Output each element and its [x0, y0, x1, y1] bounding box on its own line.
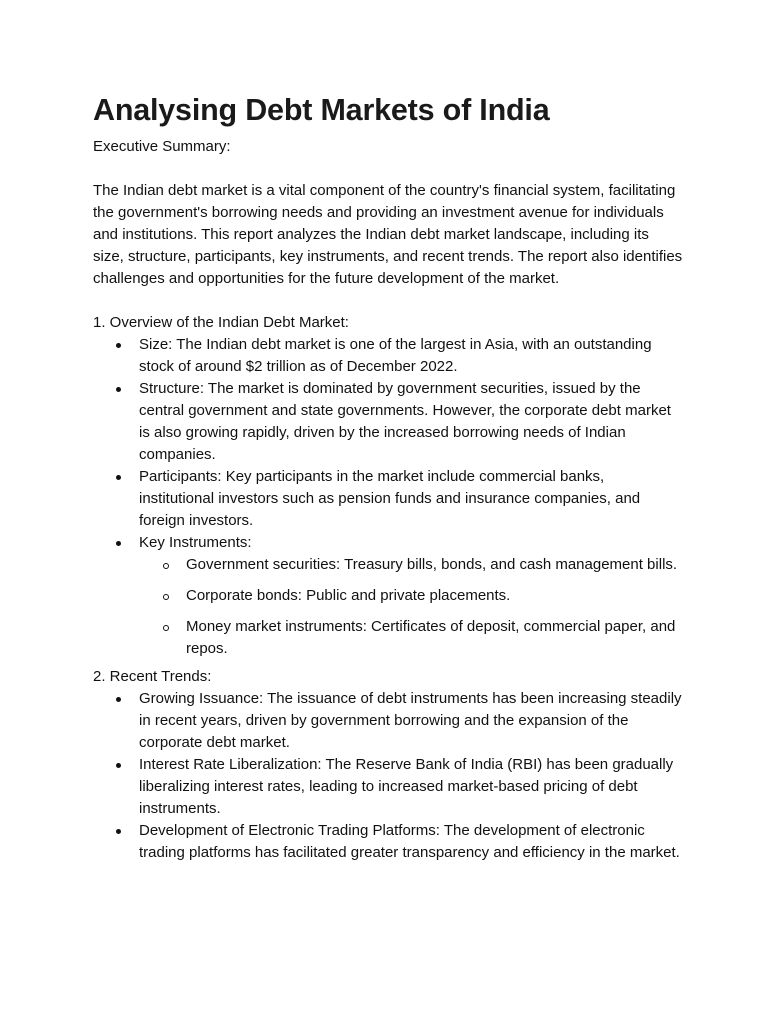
list-item: [93, 334, 683, 378]
trends-bullet-list: [93, 688, 683, 864]
sub-list-item: [139, 616, 683, 660]
hollow-bullet-icon: [163, 594, 169, 600]
list-item-text: Size: The Indian debt market is one of the largest in Asia, with an outstanding stock of around $2 trillion as of December 2022.: [139, 336, 652, 375]
list-item-text: Growing Issuance: The issuance of debt instruments has been increasing steadily in recent years, driven by government borrowing and the expansion of the corporate debt market.: [139, 690, 682, 751]
bullet-icon: [116, 387, 121, 392]
section-heading-overview: 1. Overview of the Indian Debt Market:: [93, 314, 349, 331]
bullet-icon: [116, 541, 121, 546]
list-item: [93, 466, 683, 532]
overview-bullet-list: [93, 334, 683, 660]
bullet-icon: [116, 763, 121, 768]
list-item: [93, 532, 683, 660]
intro-paragraph: The Indian debt market is a vital component of the country's financial system, facilitating the government's borrowing needs and providing an investment avenue for individuals and institutions. This report analyzes the Indian debt market landscape, including its size, structure, participants, key instruments, and recent trends. The report also identifies challenges and opportunities for the future development of the market.: [93, 182, 683, 287]
list-item: [93, 820, 683, 864]
sub-list-item: [139, 554, 683, 576]
document-page: [93, 92, 683, 864]
document-title: Analysing Debt Markets of India: [93, 93, 550, 127]
sub-list-item: [139, 585, 683, 607]
bullet-icon: [116, 697, 121, 702]
list-item: [93, 378, 683, 466]
instruments-sub-list: [139, 554, 683, 660]
bullet-icon: [116, 343, 121, 348]
list-item: [93, 754, 683, 820]
list-item-text: Development of Electronic Trading Platforms: The development of electronic trading platforms has facilitated greater transparency and efficiency in the market.: [139, 822, 680, 861]
list-item-text: Participants: Key participants in the market include commercial banks, institutional investors such as pension funds and insurance companies, and foreign investors.: [139, 468, 641, 529]
bullet-icon: [116, 475, 121, 480]
section-heading-recent-trends: 2. Recent Trends:: [93, 668, 212, 685]
document-subtitle: Executive Summary:: [93, 138, 231, 155]
list-item-text: Key Instruments:: [139, 534, 252, 551]
bullet-icon: [116, 829, 121, 834]
list-item-text: Structure: The market is dominated by government securities, issued by the central government and state governments. However, the corporate debt market is also growing rapidly, driven by the increased borrowing needs of Indian companies.: [139, 380, 671, 463]
sub-list-item-text: Money market instruments: Certificates of deposit, commercial paper, and repos.: [186, 618, 676, 657]
list-item-text: Interest Rate Liberalization: The Reserve Bank of India (RBI) has been gradually liberalizing interest rates, leading to increased market-based pricing of debt instruments.: [139, 756, 674, 817]
hollow-bullet-icon: [163, 625, 169, 631]
list-item: [93, 688, 683, 754]
sub-list-item-text: Corporate bonds: Public and private placements.: [186, 587, 511, 604]
sub-list-item-text: Government securities: Treasury bills, bonds, and cash management bills.: [186, 556, 678, 573]
hollow-bullet-icon: [163, 563, 169, 569]
